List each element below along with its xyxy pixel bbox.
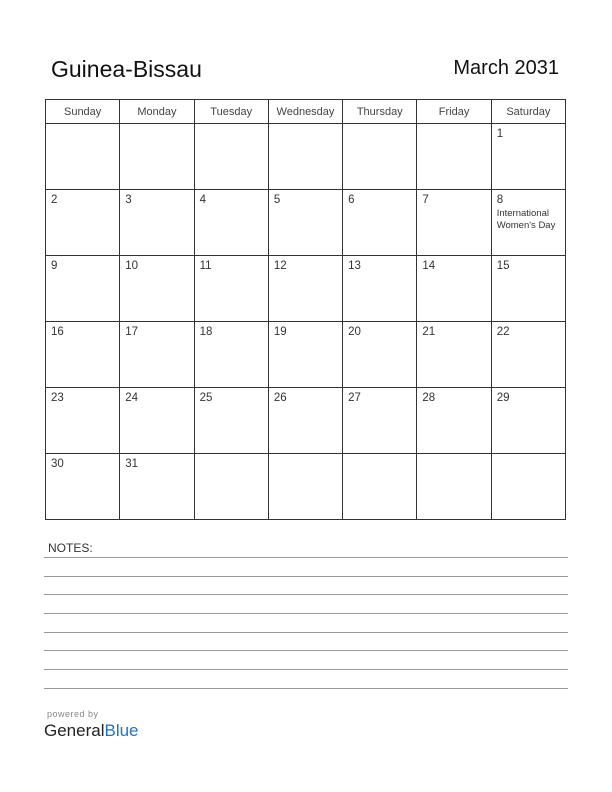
note-line	[44, 669, 568, 670]
day-number: 16	[51, 326, 64, 338]
day-cell	[343, 124, 417, 190]
day-cell	[46, 322, 120, 388]
day-cell	[268, 388, 342, 454]
day-number: 23	[51, 392, 64, 404]
day-cell	[268, 322, 342, 388]
day-cell	[268, 124, 342, 190]
weekday-saturday: Saturday	[491, 100, 565, 124]
day-number: 8	[496, 194, 504, 206]
day-number: 20	[348, 326, 361, 338]
day-number: 10	[125, 260, 139, 272]
brand-general: General	[44, 721, 105, 740]
day-cell	[491, 256, 565, 322]
day-number: 4	[199, 194, 206, 206]
day-cell	[120, 256, 194, 322]
day-cell	[417, 454, 491, 520]
notes-label: NOTES:	[48, 541, 93, 555]
day-number: 28	[422, 392, 436, 404]
day-number: 25	[199, 392, 213, 404]
day-cell	[120, 124, 194, 190]
day-number: 1	[496, 128, 504, 140]
day-cell	[46, 124, 120, 190]
day-number: 18	[199, 326, 213, 338]
week-row	[46, 454, 566, 520]
day-cell	[268, 256, 342, 322]
day-number: 19	[273, 326, 287, 338]
day-number: 22	[496, 326, 510, 338]
note-line	[44, 632, 568, 633]
weekday-monday: Monday	[120, 100, 194, 124]
note-line	[44, 557, 568, 558]
day-cell	[491, 124, 565, 190]
day-number: 2	[51, 194, 58, 206]
day-cell	[120, 190, 194, 256]
brand-blue: Blue	[104, 721, 139, 740]
day-cell	[343, 256, 417, 322]
weekday-header-row	[46, 100, 566, 124]
day-number: 15	[496, 260, 510, 272]
month-title: March 2031	[453, 57, 559, 79]
day-number: 7	[422, 194, 429, 206]
weekday-wednesday: Wednesday	[268, 100, 342, 124]
day-cell	[120, 388, 194, 454]
day-cell	[417, 322, 491, 388]
day-cell	[417, 256, 491, 322]
day-cell	[343, 190, 417, 256]
week-row	[46, 256, 566, 322]
note-line	[44, 613, 568, 614]
day-cell	[194, 322, 268, 388]
week-row	[46, 322, 566, 388]
day-number: 29	[496, 392, 510, 404]
day-number: 31	[125, 458, 139, 470]
week-row	[46, 190, 566, 256]
day-cell	[491, 322, 565, 388]
day-cell	[343, 454, 417, 520]
weekday-thursday: Thursday	[343, 100, 417, 124]
brand-logo	[44, 721, 139, 741]
note-line	[44, 594, 568, 595]
powered-by-text: powered by	[47, 709, 99, 719]
holiday-label: International Women's Day	[496, 208, 556, 231]
day-number: 13	[348, 260, 361, 272]
day-cell	[194, 388, 268, 454]
note-line	[44, 576, 568, 577]
day-number: 9	[51, 260, 58, 272]
day-cell	[268, 454, 342, 520]
day-cell	[46, 256, 120, 322]
day-number: 21	[422, 326, 436, 338]
week-row	[46, 388, 566, 454]
day-cell	[343, 322, 417, 388]
week-row	[46, 124, 566, 190]
day-cell	[417, 190, 491, 256]
day-cell	[120, 454, 194, 520]
day-cell	[343, 388, 417, 454]
day-cell	[194, 190, 268, 256]
day-cell	[417, 388, 491, 454]
weekday-tuesday: Tuesday	[194, 100, 268, 124]
day-number: 24	[125, 392, 139, 404]
day-cell	[194, 454, 268, 520]
day-number: 17	[125, 326, 139, 338]
note-line	[44, 688, 568, 689]
day-number: 3	[125, 194, 132, 206]
day-number: 26	[273, 392, 287, 404]
day-cell	[491, 388, 565, 454]
day-cell	[46, 388, 120, 454]
page-title: Guinea-Bissau	[51, 56, 202, 82]
day-cell	[268, 190, 342, 256]
weekday-sunday: Sunday	[46, 100, 120, 124]
day-cell	[120, 322, 194, 388]
day-cell	[46, 454, 120, 520]
day-number: 5	[273, 194, 281, 206]
day-cell	[491, 454, 565, 520]
day-number: 6	[348, 194, 355, 206]
day-cell	[194, 256, 268, 322]
note-line	[44, 650, 568, 651]
day-cell	[491, 190, 565, 256]
weekday-friday: Friday	[417, 100, 491, 124]
calendar-grid	[45, 99, 566, 520]
day-number: 12	[273, 260, 287, 272]
day-number: 30	[51, 458, 64, 470]
day-number: 27	[348, 392, 361, 404]
day-cell	[417, 124, 491, 190]
day-cell	[194, 124, 268, 190]
day-number: 11	[199, 260, 212, 272]
day-number: 14	[422, 260, 436, 272]
day-cell	[46, 190, 120, 256]
